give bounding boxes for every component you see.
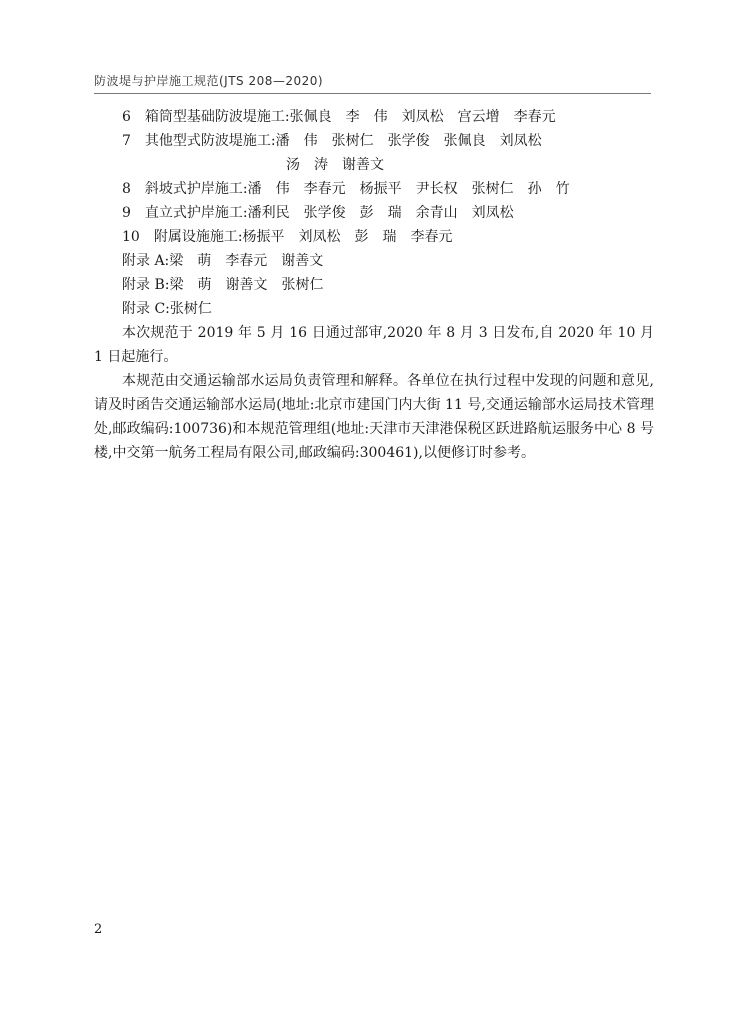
appendix-b-line: 附录 B:梁 萌 谢善文 张树仁	[122, 277, 324, 293]
page-number: 2	[94, 922, 103, 937]
list-item-7-continued: 汤 涛 谢善文	[286, 157, 384, 173]
management-paragraph: 本规范由交通运输部水运局负责管理和解释。各单位在执行过程中发现的问题和意见,请及时函告交通运输部水运局(地址:北京市建国门内大街 11 号,交通运输部水运局技术管理处,邮政编码:100736)和本规范管理组(地址:天津市天津港保税区跃进路航运服务中心 8 号楼,中交第一航务工程局有限公司,邮政编码:300461),以便修订时参考。	[94, 373, 654, 461]
appendix-c-line: 附录 C:张树仁	[122, 301, 212, 317]
list-item-10: 10 附属设施施工:杨振平 刘凤松 彭 瑞 李春元	[122, 229, 453, 245]
header-rule	[94, 93, 651, 94]
release-paragraph: 本次规范于 2019 年 5 月 16 日通过部审,2020 年 8 月 3 日发布,自 2020 年 10 月 1 日起施行。	[94, 325, 654, 365]
running-header: 防波堤与护岸施工规范(JTS 208—2020)	[94, 74, 324, 88]
list-item-9: 9 直立式护岸施工:潘利民 张学俊 彭 瑞 余青山 刘凤松	[122, 205, 514, 221]
appendix-a-line: 附录 A:梁 萌 李春元 谢善文	[122, 253, 324, 269]
list-item-8: 8 斜坡式护岸施工:潘 伟 李春元 杨振平 尹长权 张树仁 孙 竹	[122, 181, 570, 197]
list-item-7: 7 其他型式防波堤施工:潘 伟 张树仁 张学俊 张佩良 刘凤松	[122, 133, 542, 149]
list-item-6: 6 箱筒型基础防波堤施工:张佩良 李 伟 刘凤松 宫云增 李春元	[122, 109, 556, 125]
